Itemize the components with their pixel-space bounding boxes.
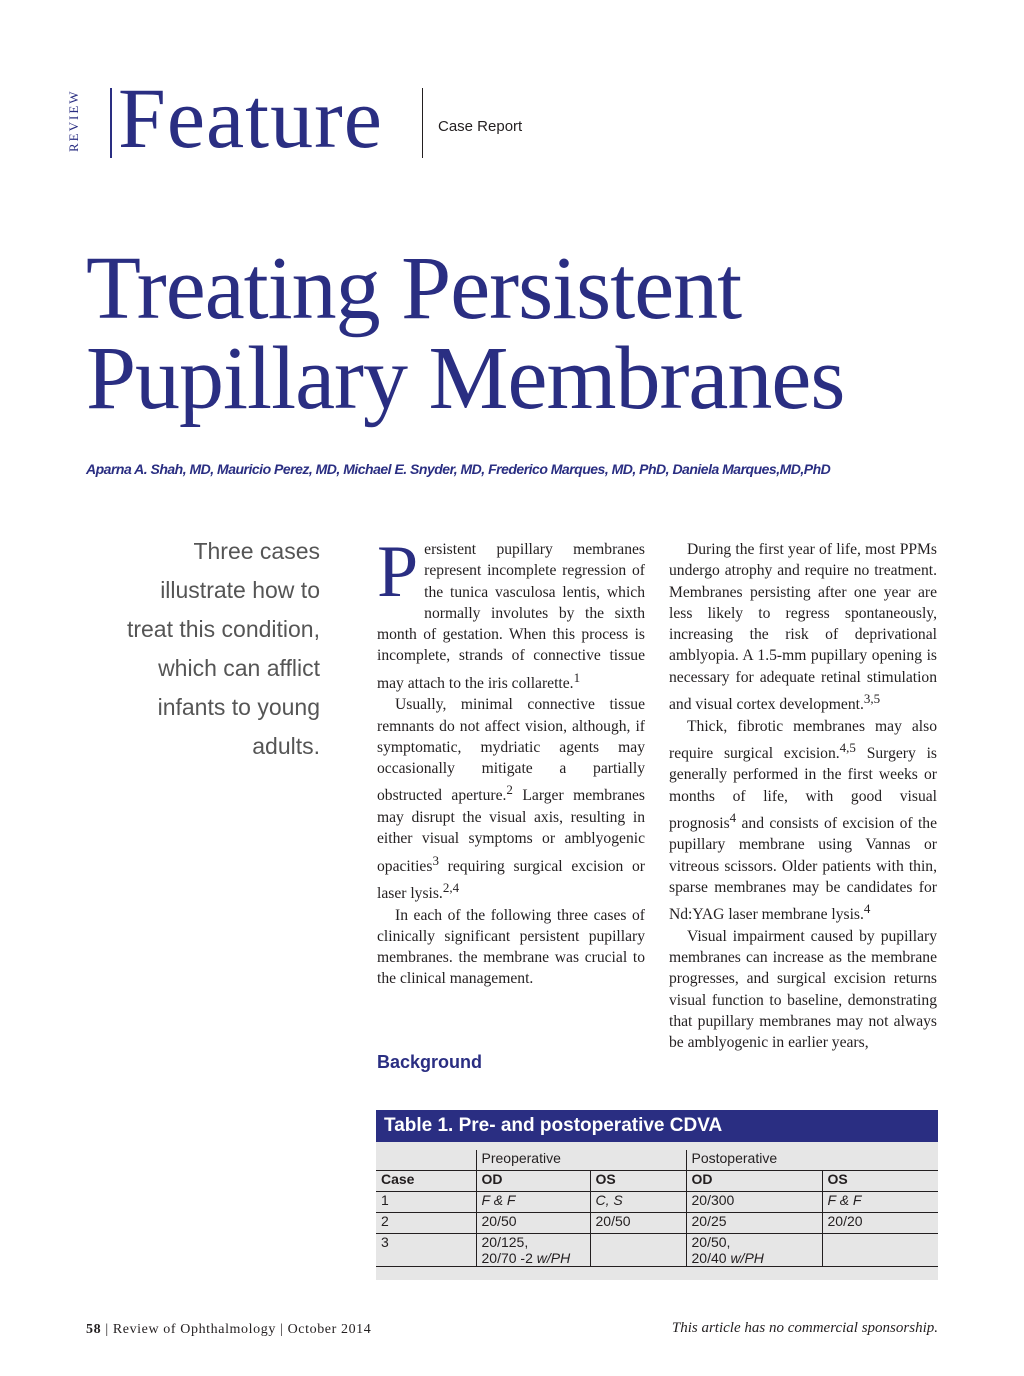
paragraph (669, 926, 937, 1054)
group-header: Preoperative (476, 1150, 686, 1171)
table-cell: C, S (590, 1192, 686, 1213)
table-cell: 20/25 (686, 1213, 822, 1234)
citation: 3,5 (863, 691, 881, 707)
citation: 2 (506, 782, 513, 798)
table-cell: 20/300 (686, 1192, 822, 1213)
footer-separator: | (280, 1322, 284, 1337)
column-header: OD (476, 1171, 590, 1192)
page-number: 58 (86, 1322, 102, 1337)
pull-quote: Three cases illustrate how to treat this condition, which can afflict infants to young adults. (126, 538, 320, 759)
table-title: Table 1. Pre- and postoperative CDVA (376, 1110, 938, 1142)
cell-line: w/PH (730, 1250, 764, 1266)
cell-line: 20/50, (691, 1234, 731, 1250)
drop-cap: P (377, 531, 419, 613)
column-header: OS (822, 1171, 938, 1192)
paragraph (377, 694, 645, 904)
column-header: Case (376, 1171, 476, 1192)
citation: 4 (863, 901, 871, 917)
table-cell: 1 (376, 1192, 476, 1213)
column-header: OS (590, 1171, 686, 1192)
sponsorship-note: This article has no commercial sponsorship. (671, 1320, 938, 1336)
table-cell: F & F (476, 1192, 590, 1213)
header-divider (422, 88, 423, 158)
data-table (376, 1150, 938, 1267)
paragraph (669, 539, 937, 716)
feature-heading: Feature (118, 70, 383, 166)
table-group-header-row (376, 1150, 938, 1171)
cell-line: 20/40 (691, 1250, 731, 1266)
table-cell: 20/20 (822, 1213, 938, 1234)
paragraph-text: requiring surgical excision or laser lysis. (377, 857, 645, 903)
paragraph (669, 716, 937, 926)
citation: 4,5 (839, 739, 856, 755)
issue-date: October 2014 (287, 1322, 372, 1337)
paragraph-text: Surgery is generally performed in the first weeks or months of life, with good visual prognosis (669, 745, 937, 833)
table-row (376, 1192, 938, 1213)
citation: 1 (573, 669, 581, 685)
table-cell: 3 (376, 1234, 476, 1267)
table-cell (476, 1234, 590, 1267)
publication-name: Review of Ophthalmology (112, 1322, 276, 1337)
title-line-2: Pupillary Membranes (86, 329, 845, 428)
paragraph-text: During the first year of life, most PPMs undergo atrophy and require no treatment. Membranes persisting after one year are less likely to regress spontaneously, increasing the risk of deprivational amblyopia. A 1.5-mm pupillary opening is necessary for adequate retinal stimulation and visual cortex development. (669, 541, 937, 714)
paragraph (377, 531, 645, 694)
table-cell: 2 (376, 1213, 476, 1234)
paragraph-text: and consists of excision of the pupillary membrane using Vannas or vitreous scissors. Older patients with thin, sparse membranes may be candidates for Nd:YAG laser membrane lysis. (669, 815, 937, 924)
table-cell: F & F (822, 1192, 938, 1213)
citation: 4 (729, 809, 737, 825)
table-cell (822, 1234, 938, 1267)
paragraph-text: In each of the following three cases of clinically significant persistent pupillary membranes. the membrane was crucial to the clinical management. (377, 906, 645, 988)
column-header: OD (686, 1171, 822, 1192)
table-cell: 20/50 (476, 1213, 590, 1234)
paragraph-text: ersistent pupillary membranes represent incomplete regression of the tunica vasculosa lentis, which normally involutes by the sixth month of gestation. When this process is incomplete, strands of connective tissue may attach to the iris collarette. (377, 541, 645, 692)
section-label: Case Report (438, 118, 523, 135)
cell-line: w/PH (536, 1250, 571, 1266)
table-row (376, 1234, 938, 1267)
paragraph (377, 905, 645, 990)
group-header: Postoperative (686, 1150, 938, 1171)
table-header-row (376, 1171, 938, 1192)
table-cell (376, 1150, 476, 1171)
paragraph-text: Larger membranes may disrupt the visual axis, resulting in either visual symptoms or amblyogenic opacities (377, 787, 645, 875)
title-line-1: Treating Persistent (86, 239, 742, 338)
table-row (376, 1213, 938, 1234)
cell-line: 20/70 -2 (481, 1250, 537, 1266)
paragraph-text: Thick, fibrotic membranes may also require surgical excision. (669, 717, 937, 763)
paragraph-text: Visual impairment caused by pupillary membranes can increase as the membrane progresses, and surgical excision returns visual function to baseline, demonstrating that pupillary membranes may not always be amblyogenic in earlier years, (669, 927, 937, 1052)
table-cell (686, 1234, 822, 1267)
body-column-2 (669, 539, 937, 1054)
citation: 3 (432, 852, 439, 868)
cdva-table (376, 1110, 938, 1280)
article-title (86, 239, 966, 428)
page-footer (86, 1322, 371, 1338)
body-column-1 (377, 531, 645, 990)
cell-line: 20/125, (481, 1234, 529, 1250)
review-vertical-label: REVIEW (66, 89, 81, 152)
paragraph-text: Usually, minimal connective tissue remnants do not affect vision, although, if symptomatic, mydriatic agents may occasionally mitigate a partially obstructed aperture. (377, 696, 645, 805)
footer-separator: | (105, 1322, 109, 1337)
table-cell (590, 1234, 686, 1267)
table-cell: 20/50 (590, 1213, 686, 1234)
section-heading: Background (377, 1052, 483, 1072)
citation: 2,4 (442, 880, 460, 896)
header-divider (110, 88, 112, 158)
author-list: Aparna A. Shah, MD, Mauricio Perez, MD, Michael E. Snyder, MD, Frederico Marques, MD, PhD, Daniela Marques,MD,PhD (86, 461, 831, 477)
